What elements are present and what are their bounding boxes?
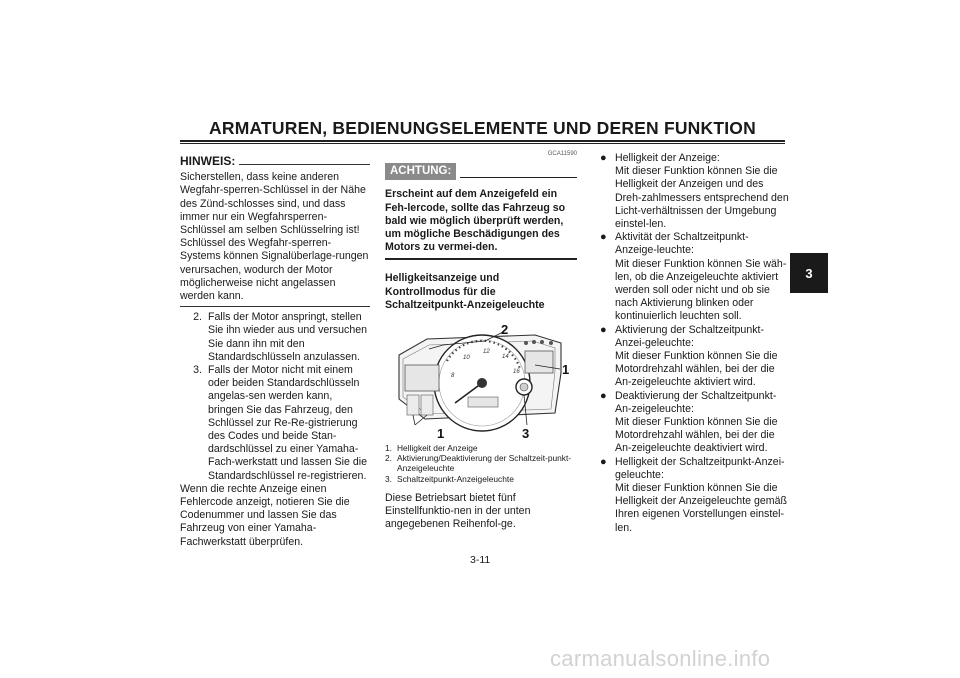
step-text: Falls der Motor anspringt, stellen Sie ihn wieder aus und versuchen Sie dann ihn mit den Standardschlüsseln anzulassen.	[208, 311, 368, 363]
step-item	[180, 311, 370, 364]
note-end-rule	[180, 306, 370, 307]
header-rule-thin	[180, 143, 785, 144]
section-subheading: Helligkeitsanzeige und Kontrollmodus für die Schaltzeitpunkt-Anzeigeleuchte	[385, 272, 545, 311]
watermark: carmanualsonline.info	[550, 646, 771, 671]
svg-text:10: 10	[463, 355, 470, 362]
note-text: Sicherstellen, dass keine anderen Wegfahr-sperren-Schlüssel in der Nähe des Zünd-schlosses sind, und dass immer nur ein Wegfahrsperren-Schlüssel am selben Schlüsselring ist! Schlüssel des Wegfahr-sperren-Systems können Signalüberlage-rungen verursachen, wodurch der Motor möglicherweise nicht angelassen werden kann.	[180, 171, 369, 303]
steps-list	[180, 311, 370, 483]
bullet-dot-icon: ●	[600, 389, 607, 402]
bullet-dot-icon: ●	[600, 152, 607, 164]
instrument-cluster-illustration	[385, 321, 577, 443]
bullet-text: Helligkeit der Anzeige: Mit dieser Funktion können Sie die Helligkeit der Anzeigen und des Dreh-zahlmessers entsprechend den Licht-verhältnissen der Umgebung einstel-len.	[615, 152, 789, 231]
callout-2: 2	[501, 322, 509, 338]
caption-number: 3.	[385, 473, 392, 484]
svg-text:8: 8	[451, 373, 455, 380]
svg-text:14: 14	[502, 354, 509, 361]
bullet-text: Aktivierung der Schaltzeitpunkt-Anzei-geleuchte: Mit dieser Funktion können Sie die Motordrehzahl wählen, bei der die An-zeigeleuchte aktiviert wird.	[615, 323, 778, 389]
step-number: 2.	[193, 311, 202, 324]
mode-description: Diese Betriebsart bietet fünf Einstellfunktio-nen in der unten angegebenen Reihenfol-ge.	[385, 491, 531, 531]
callout-1-right: 1	[562, 362, 570, 378]
page-number: 3-11	[470, 554, 491, 566]
bullet-text: Aktivität der Schaltzeitpunkt-Anzeige-leuchte: Mit dieser Funktion können Sie wäh-len, ob die Anzeigeleuchte aktiviert werden soll oder nicht und ob sie nach Aktivierung blinken oder kontinuierlich leuchten soll.	[615, 231, 787, 323]
caution-end-rule	[385, 258, 577, 260]
bullet-item	[600, 152, 790, 231]
figure-captions	[385, 443, 577, 484]
bullet-item	[600, 390, 790, 456]
caption-number: 1.	[385, 443, 392, 454]
callout-3: 3	[522, 426, 530, 442]
header-rule	[180, 140, 785, 142]
caption-text: Helligkeit der Anzeige	[397, 443, 478, 454]
caption-item	[385, 443, 577, 453]
bullet-dot-icon: ●	[600, 323, 607, 336]
caution-rule	[460, 177, 577, 178]
bullet-dot-icon: ●	[600, 455, 607, 468]
caution-badge: ACHTUNG:	[385, 163, 456, 180]
caption-item	[385, 474, 577, 484]
caption-item	[385, 453, 577, 473]
error-code-paragraph: Wenn die rechte Anzeige einen Fehlercode anzeigt, notieren Sie die Codenummer und lassen Sie das Fahrzeug von einer Yamaha-Fachwerkstatt überprüfen.	[180, 482, 350, 548]
bullet-item	[600, 231, 790, 323]
bullet-text: Deaktivierung der Schaltzeitpunkt-An-zeigeleuchte: Mit dieser Funktion können Sie die Motordrehzahl wählen, bei der die An-zeigeleuchte deaktiviert wird.	[615, 389, 778, 455]
caution-text: Erscheint auf dem Anzeigefeld ein Feh-lercode, sollte das Fahrzeug so bald wie möglich überprüft werden, um mögliche Beschädigungen des Motors zu vermei-den.	[385, 188, 566, 254]
page-header-title: ARMATUREN, BEDIENUNGSELEMENTE UND DEREN FUNKTION	[209, 118, 756, 138]
step-number: 3.	[193, 364, 202, 377]
note-label: HINWEIS:	[180, 154, 236, 168]
svg-text:16: 16	[513, 369, 520, 376]
column-middle	[385, 148, 577, 531]
caption-text: Schaltzeitpunkt-Anzeigeleuchte	[397, 473, 514, 484]
caution-heading	[385, 163, 577, 180]
step-item	[180, 364, 370, 483]
callout-1: 1	[437, 426, 445, 442]
instrument-cluster-figure	[385, 321, 577, 443]
caption-text: Aktivierung/Deaktivierung der Schaltzeit-punkt-Anzeigeleuchte	[397, 453, 572, 474]
note-heading	[180, 155, 370, 168]
svg-text:12: 12	[483, 349, 490, 356]
column-left	[180, 155, 370, 549]
column-right	[600, 152, 790, 535]
chapter-tab[interactable]: 3	[790, 253, 828, 293]
bullet-item	[600, 324, 790, 390]
note-rule	[239, 164, 370, 165]
bullet-item	[600, 456, 790, 535]
bullet-text: Helligkeit der Schaltzeitpunkt-Anzei-geleuchte: Mit dieser Funktion können Sie die Helligkeit der Anzeigeleuchte gemäß Ihren eigenen Vorstellungen einstel-len.	[615, 455, 787, 534]
bullet-dot-icon: ●	[600, 231, 607, 244]
step-text: Falls der Motor nicht mit einem oder beiden Standardschlüsseln angelas-sen werden kann, bringen Sie das Fahrzeug, den Schlüssel zur Re-Re-gistrierung des Codes und beide Stan-dardschlüssel zu einer Yamaha-Fach-werkstatt und lassen Sie die Standardschlüssel re-registrieren.	[208, 364, 367, 482]
caption-number: 2.	[385, 453, 392, 464]
reference-code: GCA11590	[547, 151, 577, 157]
